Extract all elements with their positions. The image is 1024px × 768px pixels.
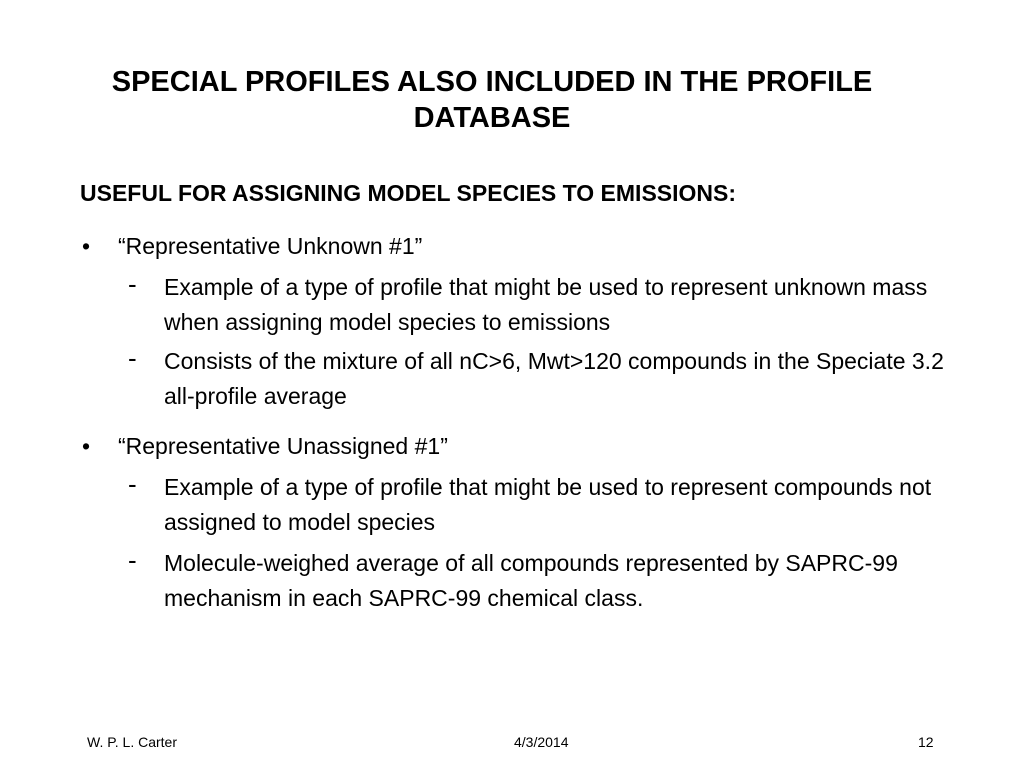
- bullet-marker: •: [82, 233, 91, 259]
- slide-title: SPECIAL PROFILES ALSO INCLUDED IN THE PROFILE DATABASE: [111, 66, 873, 134]
- dash-marker: -: [128, 545, 137, 575]
- bullet-text: “Representative Unknown #1”: [118, 233, 423, 259]
- bullet-text: “Representative Unassigned #1”: [118, 433, 448, 459]
- footer-page-number: 12: [918, 734, 934, 750]
- sub-item-text: Molecule-weighed average of all compounds represented by SAPRC-99 mechanism in each SAPRC-99 chemical class.: [164, 550, 898, 611]
- sub-item-text: Example of a type of profile that might be used to represent unknown mass when assigning model species to emissions: [164, 274, 928, 335]
- footer-author: W. P. L. Carter: [87, 734, 177, 750]
- dash-marker: -: [128, 343, 137, 373]
- sub-item-text: Example of a type of profile that might be used to represent compounds not assigned to model species: [164, 474, 932, 535]
- dash-marker: -: [128, 469, 137, 499]
- bullet-marker: •: [82, 433, 91, 459]
- footer-date: 4/3/2014: [514, 734, 569, 750]
- subheading: USEFUL FOR ASSIGNING MODEL SPECIES TO EMISSIONS:: [80, 180, 737, 206]
- sub-item-text: Consists of the mixture of all nC>6, Mwt>120 compounds in the Speciate 3.2 all-profile average: [164, 348, 944, 409]
- dash-marker: -: [128, 269, 137, 299]
